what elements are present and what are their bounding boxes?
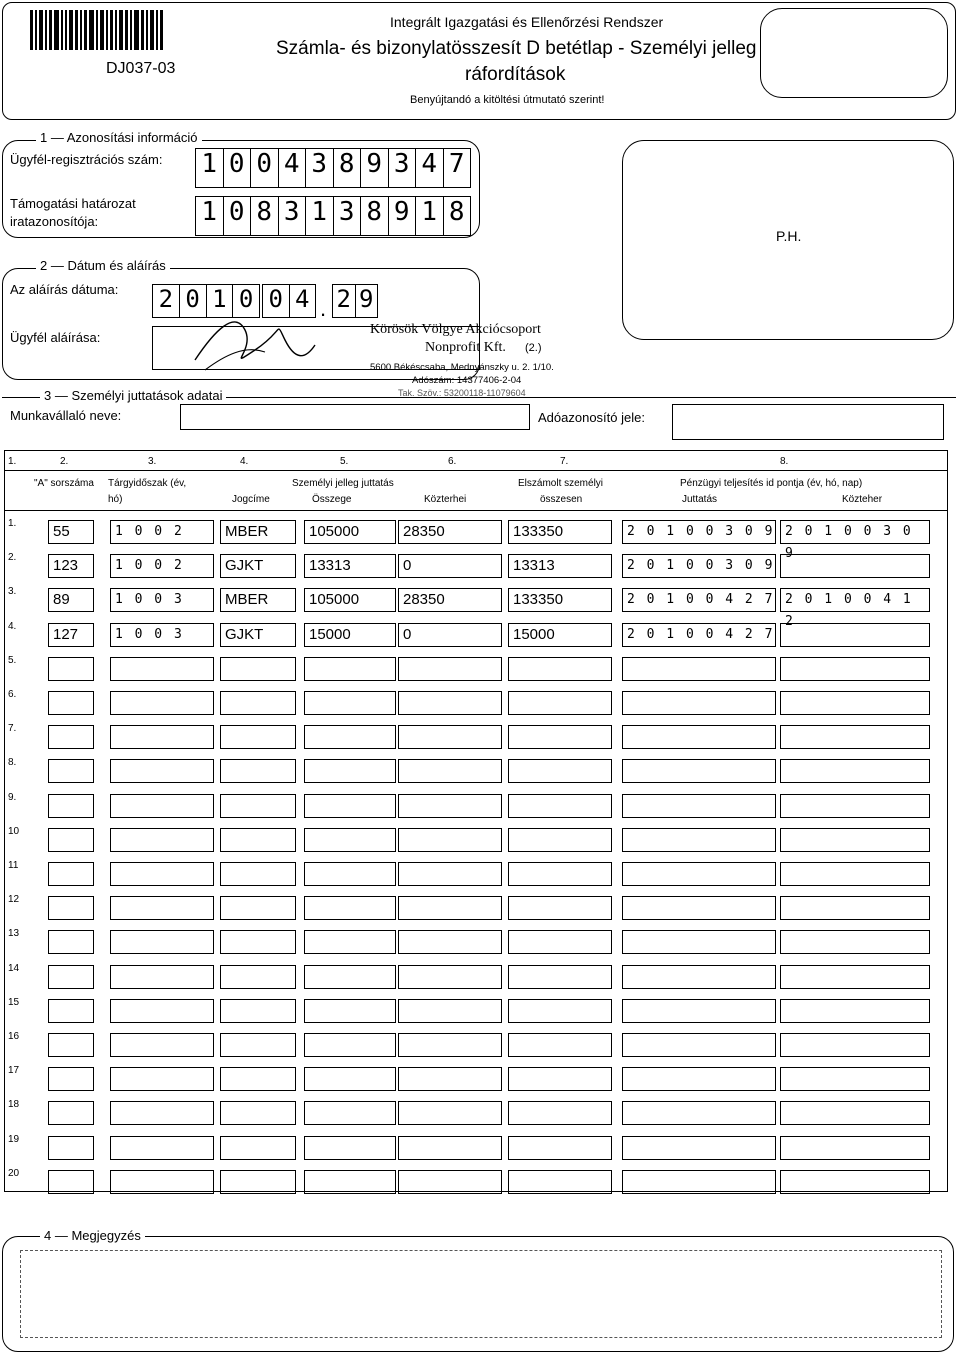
amount-cell[interactable] (304, 999, 396, 1023)
period-cell[interactable] (110, 657, 214, 681)
period-cell[interactable] (110, 999, 214, 1023)
period-cell[interactable]: 1 0 0 2 (110, 520, 214, 544)
decision-id-field[interactable] (195, 196, 471, 236)
charges-cell[interactable] (398, 1170, 502, 1194)
period-cell[interactable] (110, 896, 214, 920)
total-cell[interactable] (508, 828, 612, 852)
remarks-field[interactable] (20, 1250, 942, 1338)
title-cell[interactable] (220, 1067, 296, 1091)
charges-cell[interactable] (398, 759, 502, 783)
row-number: 7. (8, 723, 17, 734)
payment-benefit-date-cell[interactable]: 2 0 1 0 0 4 2 7 (622, 588, 776, 612)
total-cell[interactable] (508, 1101, 612, 1125)
a-number-cell[interactable] (48, 794, 94, 818)
charges-cell[interactable] (398, 1136, 502, 1160)
stamp-line1: Körösök Völgye Akciócsoport (370, 322, 541, 337)
total-cell[interactable] (508, 1170, 612, 1194)
a-number-cell[interactable] (48, 657, 94, 681)
digit-cell: 1 (306, 197, 334, 235)
payment-charges-date-cell[interactable] (780, 1101, 930, 1125)
total-cell[interactable]: 13313 (508, 554, 612, 578)
header-total: Elszámolt személyi (518, 478, 604, 489)
digit-cell: 0 (180, 285, 207, 317)
row-number: 9. (8, 792, 17, 803)
row-number: 14 (8, 963, 20, 974)
charges-cell[interactable] (398, 691, 502, 715)
a-number-cell[interactable]: 55 (48, 520, 94, 544)
tax-id-field[interactable] (672, 404, 944, 440)
payment-benefit-date-cell[interactable] (622, 862, 776, 886)
period-cell[interactable] (110, 965, 214, 989)
charges-cell[interactable] (398, 657, 502, 681)
a-number-cell[interactable] (48, 896, 94, 920)
title-cell[interactable] (220, 725, 296, 749)
period-cell[interactable] (110, 691, 214, 715)
payment-benefit-date-cell[interactable] (622, 930, 776, 954)
digit-cell: 1 (207, 285, 234, 317)
form-title-line2: ráfordítások (465, 64, 566, 85)
period-cell[interactable] (110, 1136, 214, 1160)
form-title-line1: Számla- és bizonylatösszesít D betétlap - Személyi jelleg (276, 38, 757, 59)
column-number: 3. (148, 456, 157, 467)
section2-heading: 2 — Dátum és aláírás (36, 258, 170, 273)
section3-heading: 3 — Személyi juttatások adatai (40, 388, 226, 403)
payment-charges-date-cell[interactable] (780, 896, 930, 920)
digit-cell: 2 (153, 285, 180, 317)
row-number: 2. (8, 552, 17, 563)
charges-cell[interactable]: 0 (398, 554, 502, 578)
payment-benefit-date-cell[interactable]: 2 0 1 0 0 3 0 9 (622, 520, 776, 544)
digit-cell: 3 (334, 197, 362, 235)
payment-charges-date-cell[interactable] (780, 862, 930, 886)
total-cell[interactable] (508, 691, 612, 715)
decision-label-line1: Támogatási határozat (10, 196, 136, 211)
stamp-line4: Adószám: 14377406-2-04 (412, 375, 522, 386)
digit-cell: 8 (361, 197, 389, 235)
title-cell[interactable] (220, 794, 296, 818)
payment-benefit-date-cell[interactable] (622, 794, 776, 818)
payment-charges-date-cell[interactable] (780, 828, 930, 852)
total-cell[interactable] (508, 930, 612, 954)
total-cell[interactable] (508, 1033, 612, 1057)
header-payment-date: Pénzügyi teljesítés id pontja (év, hó, nap) (680, 478, 863, 489)
amount-cell[interactable] (304, 691, 396, 715)
a-number-cell[interactable] (48, 930, 94, 954)
a-number-cell[interactable] (48, 999, 94, 1023)
period-cell[interactable] (110, 725, 214, 749)
row-number: 11 (8, 860, 19, 871)
section1-heading: 1 — Azonosítási információ (36, 130, 202, 145)
digit-cell: 8 (334, 149, 362, 187)
title-cell[interactable] (220, 862, 296, 886)
payment-charges-date-cell[interactable] (780, 999, 930, 1023)
charges-cell[interactable] (398, 965, 502, 989)
amount-cell[interactable] (304, 930, 396, 954)
title-cell[interactable] (220, 1101, 296, 1125)
period-cell[interactable] (110, 930, 214, 954)
system-name: Integrált Igazgatási és Ellenőrzési Rendszer (390, 14, 664, 30)
title-cell[interactable] (220, 930, 296, 954)
a-number-cell[interactable] (48, 1136, 94, 1160)
charges-cell[interactable] (398, 828, 502, 852)
payment-benefit-date-cell[interactable] (622, 691, 776, 715)
form-code: DJ037-03 (106, 60, 176, 77)
title-cell[interactable] (220, 828, 296, 852)
submission-note: Benyújtandó a kitöltési útmutató szerint! (410, 94, 605, 106)
stamp-line3: 5600 Békéscsaba, Mednyánszky u. 2. 1/10. (370, 362, 554, 373)
payment-charges-date-cell[interactable]: 2 0 1 0 0 3 0 9 (780, 520, 930, 544)
digit-cell: 1 (196, 197, 224, 235)
total-cell[interactable] (508, 862, 612, 886)
section4-heading: 4 — Megjegyzés (40, 1228, 145, 1243)
payment-benefit-date-cell[interactable] (622, 1101, 776, 1125)
charges-cell[interactable] (398, 862, 502, 886)
ph-label: P.H. (776, 228, 802, 244)
total-cell[interactable] (508, 1067, 612, 1091)
title-cell[interactable] (220, 1170, 296, 1194)
a-number-cell[interactable]: 89 (48, 588, 94, 612)
header-title: Jogcíme (232, 494, 270, 505)
payment-charges-date-cell[interactable] (780, 657, 930, 681)
amount-cell[interactable] (304, 896, 396, 920)
header-payment-benefit: Juttatás (682, 494, 718, 505)
total-cell[interactable] (508, 1136, 612, 1160)
a-number-cell[interactable]: 127 (48, 623, 94, 647)
row-number: 12 (8, 894, 20, 905)
a-number-cell[interactable]: 123 (48, 554, 94, 578)
column-number: 8. (780, 456, 789, 467)
digit-cell: 4 (279, 149, 307, 187)
row-number: 1. (8, 518, 17, 529)
charges-cell[interactable]: 0 (398, 623, 502, 647)
client-reg-number-field[interactable] (195, 148, 471, 188)
barcode (30, 10, 248, 50)
a-number-cell[interactable] (48, 828, 94, 852)
payment-benefit-date-cell[interactable] (622, 965, 776, 989)
row-number: 4. (8, 621, 17, 632)
total-cell[interactable]: 133350 (508, 588, 612, 612)
row-number: 10 (8, 826, 20, 837)
digit-cell: 0 (224, 149, 252, 187)
payment-charges-date-cell[interactable] (780, 691, 930, 715)
a-number-cell[interactable] (48, 1033, 94, 1057)
row-number: 6. (8, 689, 17, 700)
amount-cell[interactable]: 13313 (304, 554, 396, 578)
period-cell[interactable] (110, 1033, 214, 1057)
amount-cell[interactable] (304, 828, 396, 852)
digit-cell: 3 (389, 149, 417, 187)
period-cell[interactable] (110, 1101, 214, 1125)
amount-cell[interactable]: 105000 (304, 520, 396, 544)
column-number: 5. (340, 456, 349, 467)
title-cell[interactable]: MBER (220, 588, 296, 612)
payment-charges-date-cell[interactable] (780, 623, 930, 647)
title-cell[interactable] (220, 965, 296, 989)
title-cell[interactable]: GJKT (220, 554, 296, 578)
column-number: 7. (560, 456, 569, 467)
row-number: 13 (8, 928, 20, 939)
digit-cell: 7 (448, 149, 465, 179)
charges-cell[interactable] (398, 930, 502, 954)
digit-cell: 9 (389, 197, 417, 235)
period-cell[interactable] (110, 1067, 214, 1091)
row-number: 8. (8, 757, 17, 768)
header-divider (4, 470, 948, 471)
payment-benefit-date-cell[interactable] (622, 759, 776, 783)
header-a-number: "A" sorszáma (34, 478, 94, 489)
payment-benefit-date-cell[interactable] (622, 896, 776, 920)
digit-cell: 0 (263, 285, 290, 317)
row-number: 16 (8, 1031, 20, 1042)
row-number: 15 (8, 997, 20, 1008)
amount-cell[interactable]: 15000 (304, 623, 396, 647)
payment-charges-date-cell[interactable] (780, 1067, 930, 1091)
digit-cell: 8 (251, 197, 279, 235)
title-cell[interactable] (220, 657, 296, 681)
title-cell[interactable] (220, 999, 296, 1023)
date-dot: . (320, 296, 327, 321)
amount-cell[interactable] (304, 965, 396, 989)
total-cell[interactable] (508, 725, 612, 749)
header-benefit: Személyi jelleg juttatás (292, 478, 394, 489)
digit-cell: 3 (306, 149, 334, 187)
payment-charges-date-cell[interactable] (780, 930, 930, 954)
digit-cell: 1 (416, 197, 444, 235)
amount-cell[interactable] (304, 1067, 396, 1091)
column-number: 6. (448, 456, 457, 467)
a-number-cell[interactable] (48, 862, 94, 886)
amount-cell[interactable] (304, 725, 396, 749)
payment-benefit-date-cell[interactable] (622, 657, 776, 681)
row-number: 18 (8, 1099, 20, 1110)
charges-cell[interactable] (398, 725, 502, 749)
digit-cell: 1 (196, 149, 224, 187)
digit-cell: 0 (224, 197, 252, 235)
row-number: 19 (8, 1134, 20, 1145)
payment-charges-date-cell[interactable] (780, 554, 930, 578)
total-cell[interactable] (508, 896, 612, 920)
a-number-cell[interactable] (48, 965, 94, 989)
employee-name-field[interactable] (180, 404, 530, 430)
header-charges: Közterhei (424, 494, 467, 505)
a-number-cell[interactable] (48, 1170, 94, 1194)
payment-charges-date-cell[interactable] (780, 759, 930, 783)
title-cell[interactable]: GJKT (220, 623, 296, 647)
period-cell[interactable]: 1 0 0 3 (110, 623, 214, 647)
payment-benefit-date-cell[interactable] (622, 999, 776, 1023)
title-cell[interactable] (220, 691, 296, 715)
charges-cell[interactable] (398, 999, 502, 1023)
payment-charges-date-cell[interactable] (780, 1170, 930, 1194)
digit-cell: 0 (238, 285, 254, 313)
amount-cell[interactable] (304, 1033, 396, 1057)
header-payment-charges: Közteher (842, 494, 883, 505)
row-number: 3. (8, 586, 17, 597)
digit-cell: 9 (359, 285, 374, 313)
charges-cell[interactable]: 28350 (398, 588, 502, 612)
title-cell[interactable] (220, 1136, 296, 1160)
charges-cell[interactable] (398, 896, 502, 920)
a-number-cell[interactable] (48, 1067, 94, 1091)
charges-cell[interactable]: 28350 (398, 520, 502, 544)
charges-cell[interactable] (398, 1033, 502, 1057)
period-cell[interactable] (110, 1170, 214, 1194)
period-cell[interactable] (110, 862, 214, 886)
column-number: 4. (240, 456, 249, 467)
amount-cell[interactable] (304, 657, 396, 681)
official-stamp-box (760, 8, 948, 98)
header-divider (4, 510, 948, 511)
digit-cell: 4 (416, 149, 444, 187)
payment-benefit-date-cell[interactable] (622, 1033, 776, 1057)
payment-benefit-date-cell[interactable] (622, 725, 776, 749)
total-cell[interactable] (508, 657, 612, 681)
digit-cell: 3 (279, 197, 307, 235)
payment-benefit-date-cell[interactable] (622, 1170, 776, 1194)
total-cell[interactable] (508, 999, 612, 1023)
payment-charges-date-cell[interactable] (780, 725, 930, 749)
payment-charges-date-cell[interactable] (780, 965, 930, 989)
header-period: Tárgyidőszak (év, (108, 478, 187, 489)
total-cell[interactable] (508, 794, 612, 818)
payment-benefit-date-cell[interactable] (622, 828, 776, 852)
a-number-cell[interactable] (48, 691, 94, 715)
payment-benefit-date-cell[interactable] (622, 1067, 776, 1091)
digit-cell: 2 (333, 285, 356, 317)
a-number-cell[interactable] (48, 1101, 94, 1125)
total-cell[interactable] (508, 759, 612, 783)
period-cell[interactable] (110, 794, 214, 818)
tax-id-label: Adóazonosító jele: (538, 410, 645, 425)
stamp-line5: Tak. Szöv.: 53200118-11079604 (398, 388, 526, 398)
digit-cell: 4 (295, 285, 310, 313)
row-number: 17 (8, 1065, 20, 1076)
a-number-cell[interactable] (48, 759, 94, 783)
amount-cell[interactable] (304, 794, 396, 818)
payment-benefit-date-cell[interactable]: 2 0 1 0 0 4 2 7 (622, 623, 776, 647)
date-day-field[interactable] (332, 284, 378, 318)
charges-cell[interactable] (398, 1067, 502, 1091)
period-cell[interactable]: 1 0 0 2 (110, 554, 214, 578)
digit-cell: 0 (251, 149, 279, 187)
header-total-2: összesen (540, 494, 583, 505)
amount-cell[interactable]: 105000 (304, 588, 396, 612)
amount-cell[interactable] (304, 862, 396, 886)
signature-scribble (185, 300, 325, 380)
title-cell[interactable] (220, 759, 296, 783)
charges-cell[interactable] (398, 794, 502, 818)
payment-charges-date-cell[interactable] (780, 1136, 930, 1160)
payment-charges-date-cell[interactable]: 2 0 1 0 0 4 1 2 (780, 588, 930, 612)
digit-cell: 8 (448, 197, 465, 227)
total-cell[interactable]: 133350 (508, 520, 612, 544)
amount-cell[interactable] (304, 759, 396, 783)
date-label: Az aláírás dátuma: (10, 282, 119, 297)
amount-cell[interactable] (304, 1101, 396, 1125)
stamp-mark: (2.) (525, 342, 542, 354)
stamp-line2: Nonprofit Kft. (425, 340, 506, 355)
employee-name-label: Munkavállaló neve: (10, 408, 122, 423)
digit-cell: 9 (361, 149, 389, 187)
amount-cell[interactable] (304, 1170, 396, 1194)
amount-cell[interactable] (304, 1136, 396, 1160)
title-cell[interactable]: MBER (220, 520, 296, 544)
title-cell[interactable] (220, 1033, 296, 1057)
payment-benefit-date-cell[interactable]: 2 0 1 0 0 3 0 9 (622, 554, 776, 578)
period-cell[interactable] (110, 759, 214, 783)
header-amount: Összege (312, 494, 352, 505)
charges-cell[interactable] (398, 1101, 502, 1125)
signature-label: Ügyfél aláírása: (10, 330, 101, 345)
client-reg-label: Ügyfél-regisztrációs szám: (10, 152, 163, 167)
total-cell[interactable] (508, 965, 612, 989)
row-number: 5. (8, 655, 17, 666)
payment-charges-date-cell[interactable] (780, 794, 930, 818)
decision-label-line2: iratazonosítója: (10, 214, 99, 229)
period-cell[interactable]: 1 0 0 3 (110, 588, 214, 612)
header-period-2: hó) (108, 494, 123, 505)
title-cell[interactable] (220, 896, 296, 920)
column-number: 2. (60, 456, 69, 467)
total-cell[interactable]: 15000 (508, 623, 612, 647)
payment-benefit-date-cell[interactable] (622, 1136, 776, 1160)
a-number-cell[interactable] (48, 725, 94, 749)
column-number: 1. (8, 456, 17, 467)
payment-charges-date-cell[interactable] (780, 1033, 930, 1057)
period-cell[interactable] (110, 828, 214, 852)
row-number: 20 (8, 1168, 20, 1179)
